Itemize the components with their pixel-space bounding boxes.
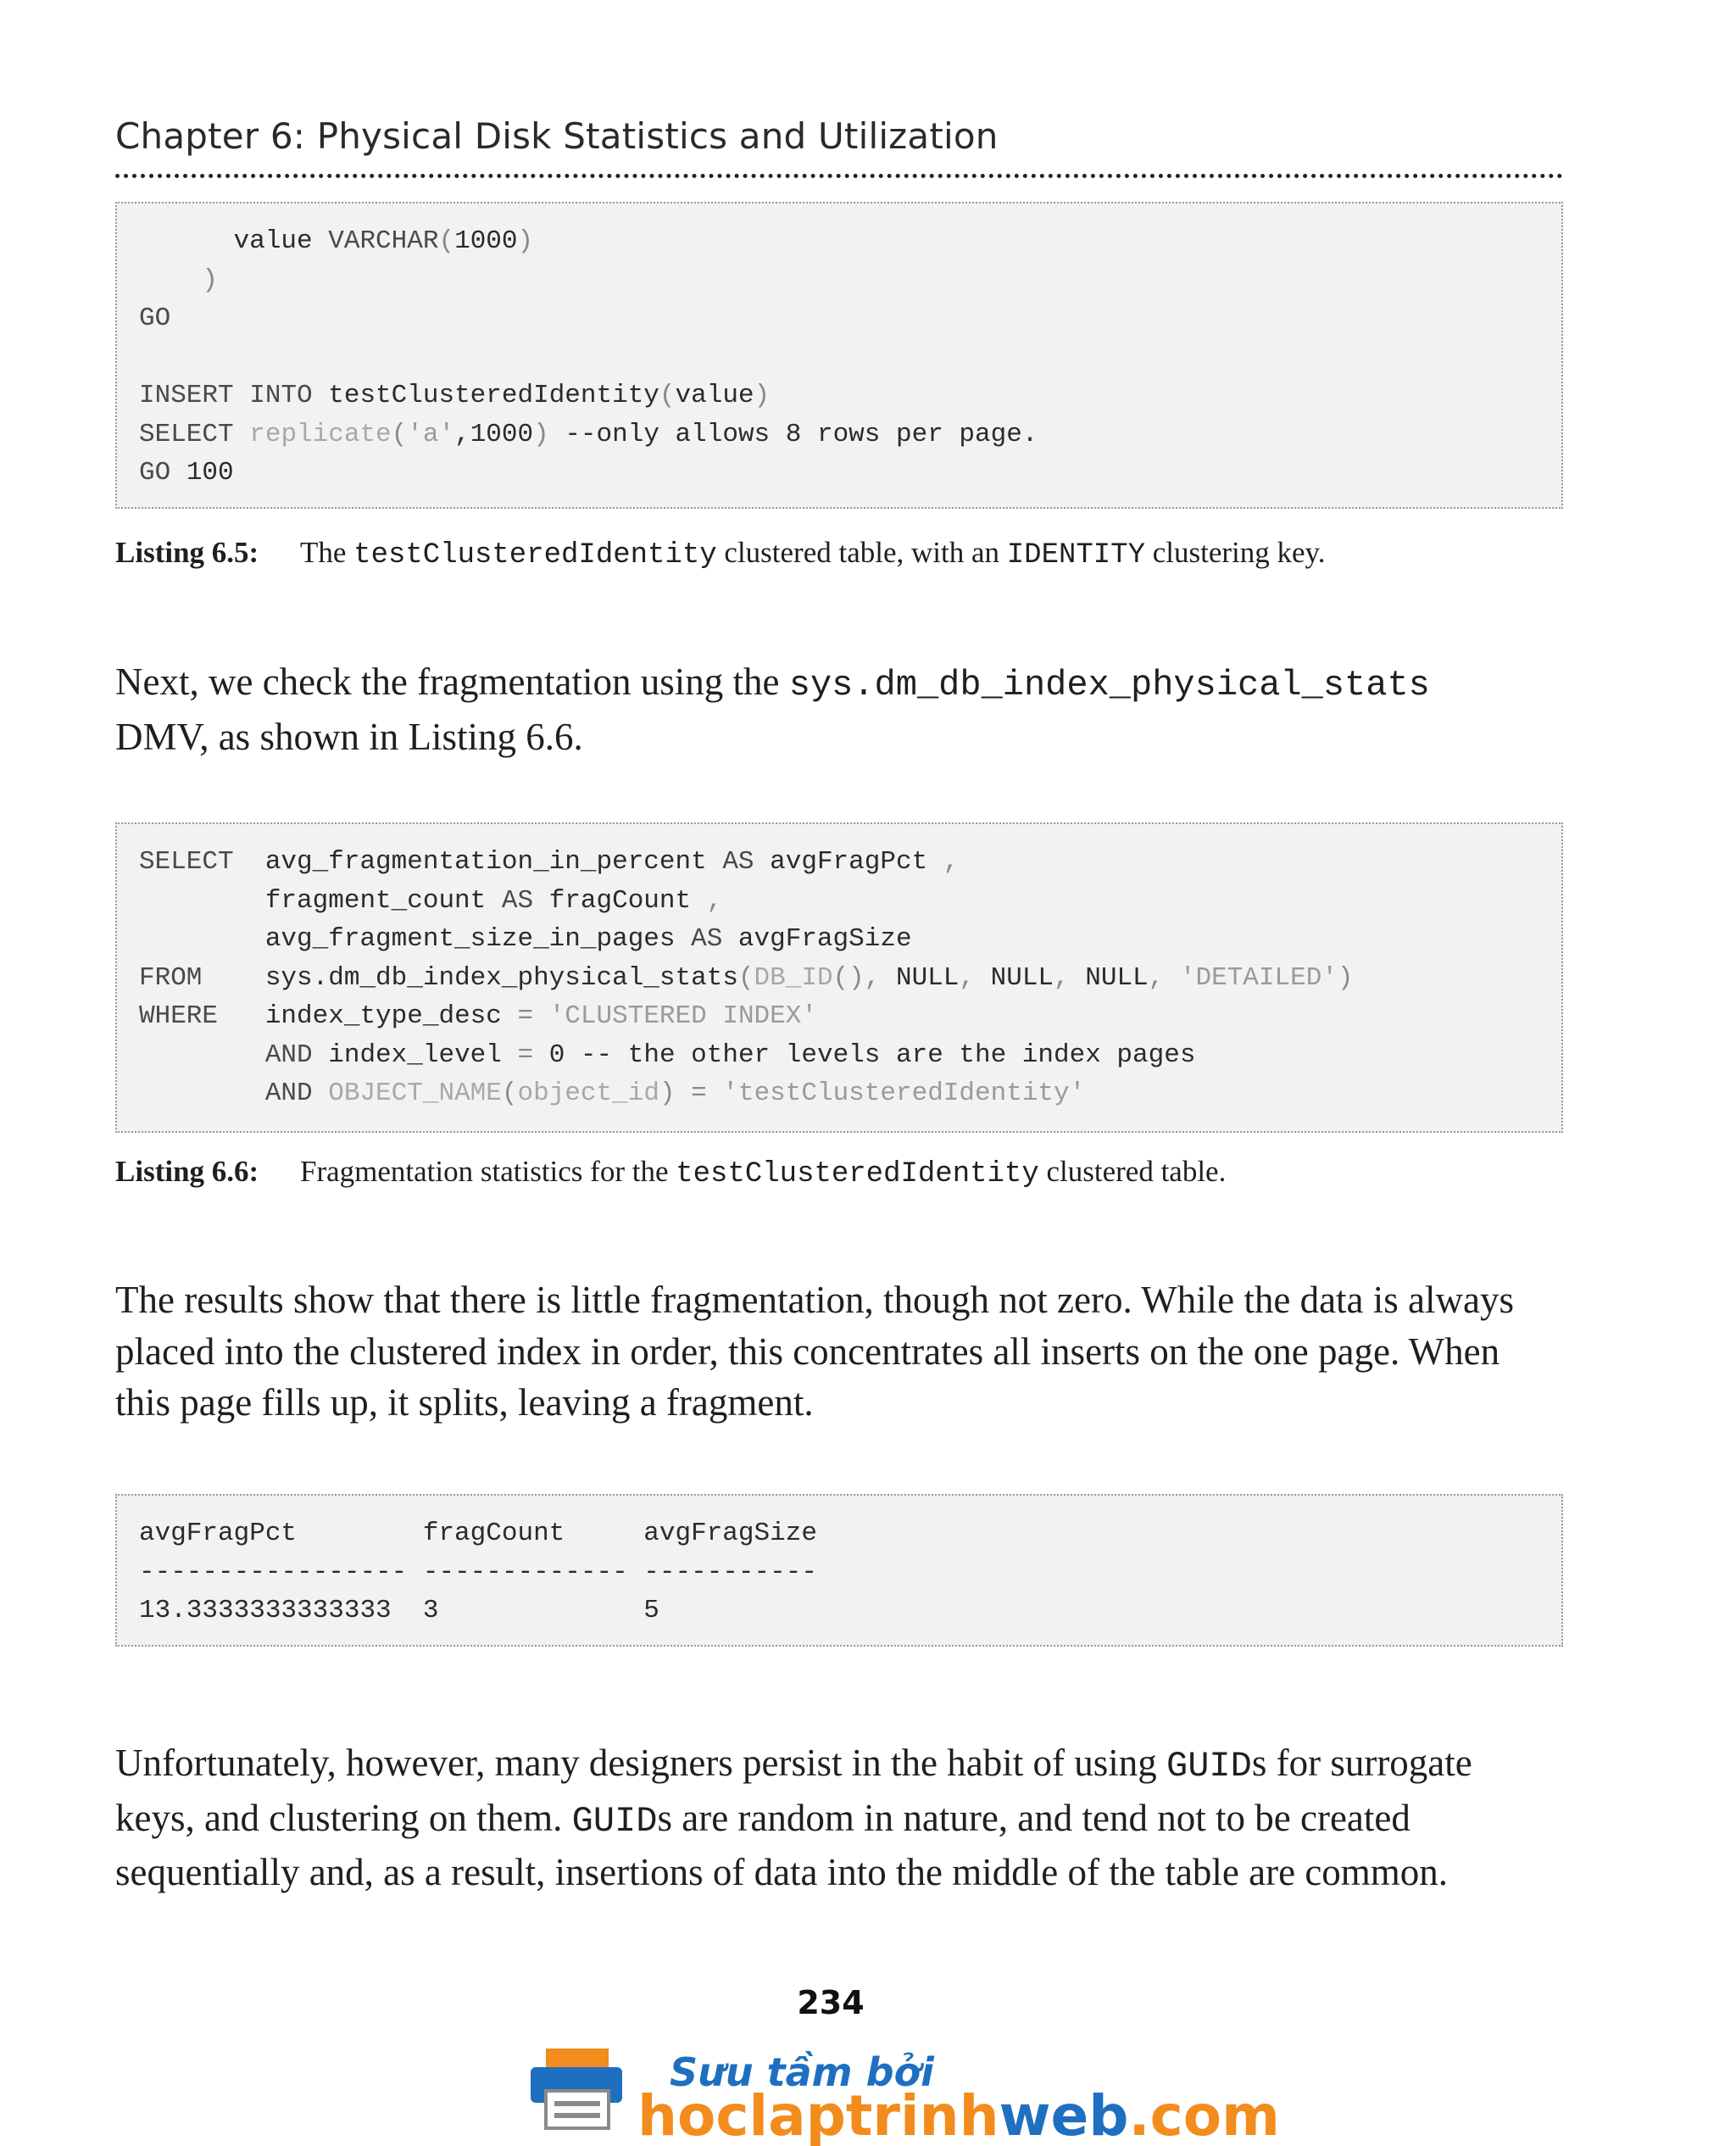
code-token: AS [722,847,771,877]
code-token: ( [501,1079,518,1108]
listing-label: Listing 6.6: [115,1155,259,1188]
code-token: fragment_count [139,885,502,916]
code-line [139,997,1539,1036]
code-token: FROM [139,962,265,993]
page-number: 234 [797,1984,865,2021]
code-token: , [706,885,723,916]
listing-label: Listing 6.5: [115,536,259,569]
code-token: avgFragSize [737,924,912,954]
code-token: , [959,962,991,993]
code-token: avgFragPct [770,847,943,877]
code-token: GO [139,458,186,488]
code-token: ,1000 [454,419,534,449]
code-token: ) [533,419,549,449]
code-token: 'testClusteredIdentity' [722,1079,1086,1108]
code-line [139,843,1539,882]
code-token: SELECT [139,847,265,877]
code-token: value [675,381,754,410]
code-line [139,261,1539,300]
code-line [139,222,1539,261]
code-token: INSERT INTO [139,381,329,410]
code-token: NULL [990,962,1054,993]
code-token: 'a' [407,419,455,449]
code-line [139,1074,1539,1113]
code-line [139,415,1539,454]
code-token: , [1054,962,1086,993]
code-token: AND [139,1040,329,1070]
inline-code: GUID [571,1800,658,1842]
code-token: = [517,1040,549,1070]
code-token: ) [139,265,219,295]
code-token: value [233,226,329,256]
code-line [139,1036,1539,1075]
code-token: 1000 [454,226,518,256]
code-token: VARCHAR [328,226,439,256]
code-token: 'DETAILED' [1179,962,1338,993]
results-row: 13.3333333333333 3 5 [139,1596,659,1625]
header-divider [115,174,1563,178]
code-token: ) [1337,962,1354,993]
code-token: ) = [659,1079,723,1108]
query-results-box [115,1494,1563,1647]
code-token: OBJECT_NAME [328,1079,502,1108]
code-token: AND [139,1079,329,1108]
code-token: AS [501,885,549,916]
inline-code: GUID [1166,1746,1252,1786]
watermark-line1: Sưu tầm bởi [670,2049,934,2095]
code-line [139,959,1539,998]
code-token: WHERE [139,1001,265,1031]
code-token: DB_ID [754,962,833,993]
code-line [139,338,1539,377]
watermark-svg [526,2042,1280,2146]
code-line [139,882,1539,921]
code-token: NULL [1085,962,1149,993]
code-token: , [1148,962,1180,993]
code-token: avg_fragment_size_in_pages [139,924,692,954]
code-token: ( [737,962,754,993]
watermark-logo [526,2042,1280,2146]
code-token: SELECT [139,419,250,449]
code-line [139,299,1539,338]
code-token: ( [659,381,676,410]
listing-caption-6-5: Listing 6.5: The testClusteredIdentity clustered table, with an IDENTITY clustering key. [115,536,1326,571]
code-token: 'CLUSTERED INDEX' [548,1001,817,1031]
code-line [139,454,1539,493]
code-line [139,920,1539,959]
code-token: --only allows 8 rows per page. [548,419,1038,449]
code-token: , [943,847,960,877]
code-listing-6-6 [115,822,1563,1133]
code-token: object_id [517,1079,659,1108]
code-token: 100 [186,458,234,488]
code-token: index_type_desc [264,1001,518,1031]
chapter-header: Chapter 6: Physical Disk Statistics and Utilization [115,115,999,157]
code-token: ) [754,381,771,410]
results-separator: ----------------- ------------- ----------- [139,1557,817,1587]
code-token: testClusteredIdentity [328,381,659,410]
printer-icon [531,2048,622,2128]
code-token: avg_fragmentation_in_percent [264,847,723,877]
code-token: 0 -- the other levels are the index pages [548,1040,1196,1070]
code-token: AS [691,924,738,954]
code-listing-6-5 [115,202,1563,509]
listing-caption-6-6: Listing 6.6: Fragmentation statistics for the testClusteredIdentity clustered table. [115,1155,1227,1190]
code-token: sys.dm_db_index_physical_stats [264,962,738,993]
code-token: ) [517,226,534,256]
inline-code: sys.dm_db_index_physical_stats [788,665,1430,705]
code-token: (), [832,962,896,993]
code-line [139,376,1539,415]
inline-code: IDENTITY [1006,539,1145,571]
code-token: index_level [328,1040,518,1070]
paragraph-results: The results show that there is little fragmentation, though not zero. While the data is always placed into the clustered index in order, this concentrates all inserts on the one page. When this page fills up, it splits, leaving a fragment. [115,1279,1514,1424]
inline-code: testClusteredIdentity [676,1158,1039,1190]
code-token: NULL [895,962,960,993]
code-token: = [517,1001,549,1031]
inline-code: testClusteredIdentity [353,539,717,571]
code-token: fragCount [548,885,707,916]
code-token: replicate [249,419,392,449]
code-token: GO [139,304,171,333]
code-token: ( [391,419,408,449]
code-token [139,226,234,256]
watermark-line2: hoclaptrinhweb.com [637,2083,1280,2146]
paragraph-guids: Unfortunately, however, many designers persist in the habit of using GUIDs for surrogate keys, and clustering on them. GUIDs are random in nature, and tend not to be created sequentially and, as a result, insertions of data into the middle of the table are common. [115,1742,1472,1893]
results-header-row: avgFragPct fragCount avgFragSize [139,1519,817,1548]
paragraph-intro-dmv: Next, we check the fragmentation using the sys.dm_db_index_physical_stats DMV, as shown in Listing 6.6. [115,661,1430,758]
code-token: ( [438,226,455,256]
